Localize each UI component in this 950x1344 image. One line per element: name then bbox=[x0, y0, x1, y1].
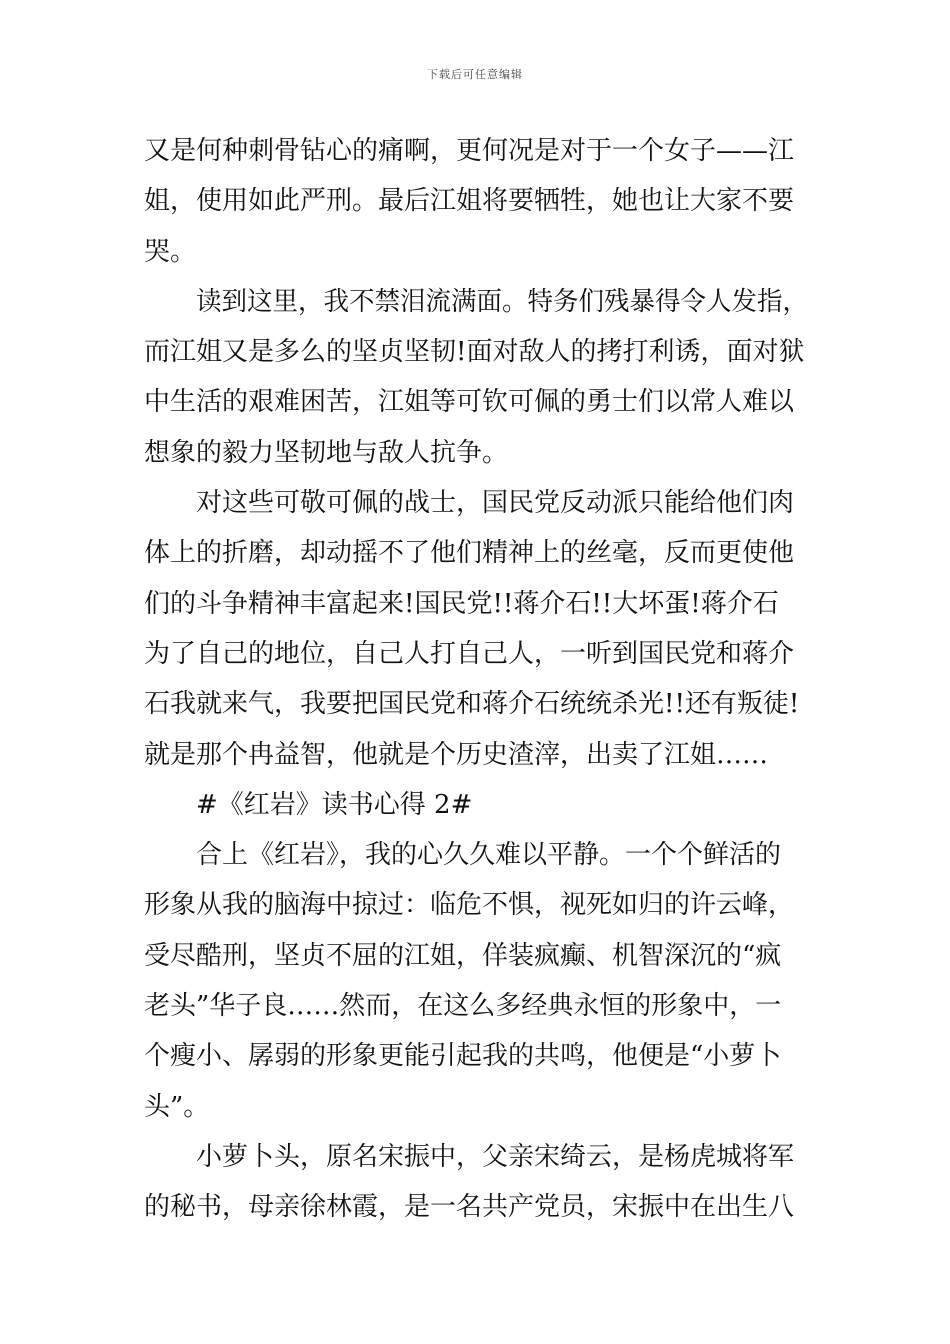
text-line: 中生活的艰难困苦，江姐等可钦可佩的勇士们以常人难以 bbox=[144, 387, 795, 418]
text-line: 老头”华子良……然而，在这么多经典永恒的形象中，一 bbox=[144, 991, 782, 1022]
text-line: 就是那个冉益智，他就是个历史渣滓，出卖了江姐…… bbox=[144, 739, 769, 770]
text-line: 小萝卜头，原名宋振中，父亲宋绮云，是杨虎城将军 bbox=[196, 1141, 795, 1172]
document-body bbox=[144, 126, 808, 1233]
text-line: 合上《红岩》，我的心久久难以平静。一个个鲜活的 bbox=[196, 840, 782, 871]
text-line: 体上的折磨，却动摇不了他们精神上的丝毫，反而更使他 bbox=[144, 538, 795, 569]
text-line: 为了自己的地位，自己人打自己人，一听到国民党和蒋介 bbox=[144, 638, 795, 669]
text-line: 石我就来气，我要把国民党和蒋介石统统杀光!!还有叛徒! bbox=[144, 689, 800, 720]
text-line: 对这些可敬可佩的战士，国民党反动派只能给他们肉 bbox=[196, 488, 795, 519]
text-line: 形象从我的脑海中掠过：临危不惧，视死如归的许云峰， bbox=[144, 890, 795, 921]
text-line: 想象的毅力坚韧地与敌人抗争。 bbox=[144, 437, 509, 468]
text-line: 又是何种刺骨钻心的痛啊，更何况是对于一个女子——江 bbox=[144, 136, 795, 166]
page-header: 下载后可任意编辑 bbox=[427, 68, 523, 81]
text-line: 而江姐又是多么的坚贞坚韧!面对敌人的拷打利诱，面对狱 bbox=[144, 337, 805, 368]
text-line: 读到这里，我不禁泪流满面。特务们残暴得令人发指， bbox=[196, 286, 808, 317]
text-line: 的秘书，母亲徐林霞，是一名共产党员，宋振中在出生八 bbox=[144, 1192, 795, 1223]
text-line: 头”。 bbox=[144, 1091, 210, 1122]
text-line: 受尽酷刑，坚贞不屈的江姐，佯装疯癫、机智深沉的“疯 bbox=[144, 940, 782, 971]
text-line: 个瘦小、孱弱的形象更能引起我的共鸣，他便是“小萝卜 bbox=[144, 1041, 782, 1072]
text-line: 们的斗争精神丰富起来!国民党!!蒋介石!!大坏蛋!蒋介石 bbox=[144, 588, 779, 619]
text-line: 哭。 bbox=[144, 236, 197, 267]
text-line: #《红岩》读书心得 2# bbox=[196, 789, 473, 820]
text-line: 姐，使用如此严刑。最后江姐将要牺牲，她也让大家不要 bbox=[144, 186, 795, 217]
